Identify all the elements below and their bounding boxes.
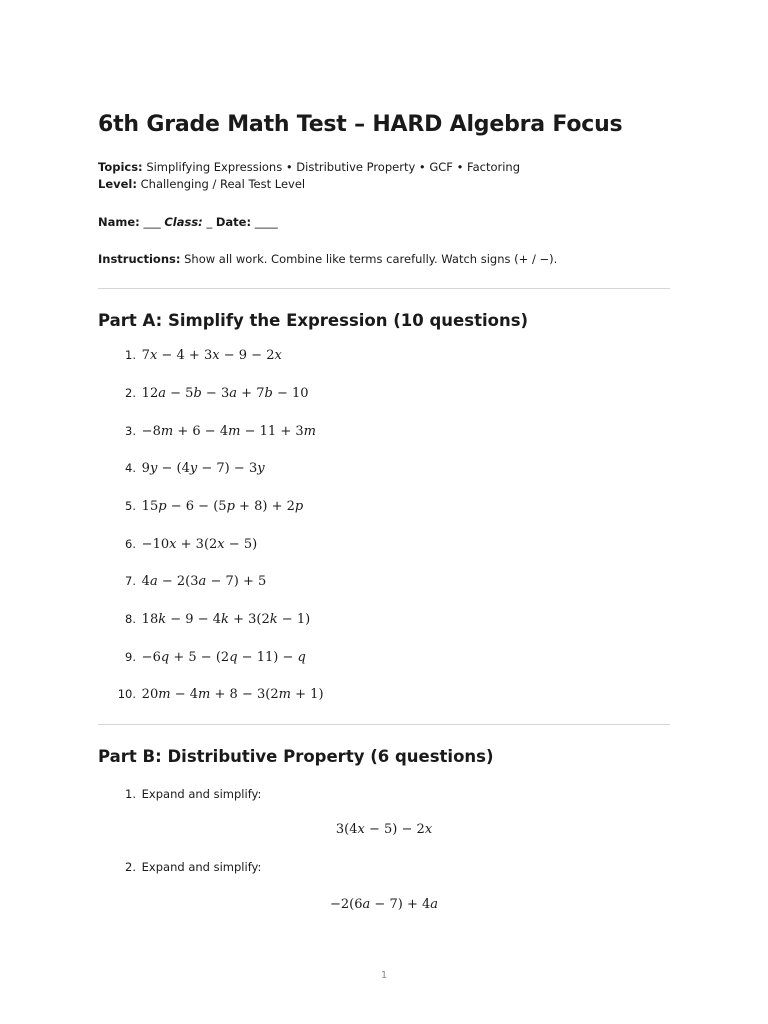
question-number: 5.	[125, 499, 136, 513]
question-number: 8.	[125, 612, 136, 626]
part-b-question-2-expression: −2(6a − 7) + 4a	[329, 897, 439, 912]
date-blank: ____	[254, 215, 278, 229]
part-a-question-6	[98, 537, 670, 552]
part-a-question-4	[98, 461, 670, 476]
question-expression: −8m + 6 − 4m − 11 + 3m	[141, 424, 316, 439]
question-expression: 18k − 9 − 4k + 3(2k − 1)	[141, 612, 311, 627]
question-expression: 9y − (4y − 7) − 3y	[141, 461, 265, 476]
class-label: Class:	[164, 215, 203, 229]
question-number: 3.	[125, 424, 136, 438]
question-prompt: Expand and simplify:	[141, 787, 262, 801]
part-b-question-1	[98, 787, 670, 801]
level-label: Level:	[98, 177, 137, 191]
question-expression: 15p − 6 − (5p + 8) + 2p	[141, 499, 304, 514]
question-number: 4.	[125, 461, 136, 475]
question-number: 2.	[125, 386, 136, 400]
name-label: Name:	[98, 215, 140, 229]
question-number: 2.	[125, 860, 136, 874]
question-prompt: Expand and simplify:	[141, 860, 262, 874]
question-expression: 4a − 2(3a − 7) + 5	[141, 574, 267, 589]
instructions-line	[98, 251, 557, 268]
class-blank: _	[206, 215, 213, 229]
part-b-heading: Part B: Distributive Property (6 questions)	[98, 747, 494, 766]
question-expression: −6q + 5 − (2q − 11) − q	[141, 650, 306, 665]
part-b-question-2	[98, 860, 670, 874]
section-divider	[98, 724, 670, 725]
topics-label: Topics:	[98, 160, 143, 174]
part-a-question-10	[98, 687, 670, 702]
instructions-label: Instructions:	[98, 252, 181, 266]
question-number: 1.	[125, 787, 136, 801]
question-number: 1.	[125, 348, 136, 362]
part-b-question-1-expression: 3(4x − 5) − 2x	[335, 822, 433, 837]
part-a-question-1	[98, 348, 670, 363]
question-number: 6.	[125, 537, 136, 551]
part-a-question-5	[98, 499, 670, 514]
page-number: 1	[380, 970, 388, 981]
part-a-question-8	[98, 612, 670, 627]
section-divider	[98, 288, 670, 289]
question-expression: 20m − 4m + 8 − 3(2m + 1)	[141, 687, 324, 702]
question-expression: −10x + 3(2x − 5)	[141, 537, 258, 552]
question-expression: 12a − 5b − 3a + 7b − 10	[141, 386, 309, 401]
level-value: Challenging / Real Test Level	[140, 177, 306, 191]
instructions-value: Show all work. Combine like terms carefully. Watch signs (+ / −).	[184, 252, 558, 266]
question-number: 9.	[125, 650, 136, 664]
part-a-question-3	[98, 424, 670, 439]
question-number: 7.	[125, 574, 136, 588]
topics-value: Simplifying Expressions • Distributive Property • GCF • Factoring	[146, 160, 520, 174]
part-a-question-2	[98, 386, 670, 401]
date-label: Date:	[215, 215, 252, 229]
level-line	[98, 176, 305, 193]
part-a-question-9	[98, 650, 670, 665]
topics-line	[98, 159, 520, 176]
page-title: 6th Grade Math Test – HARD Algebra Focus	[98, 112, 623, 137]
question-expression: 7x − 4 + 3x − 9 − 2x	[141, 348, 282, 363]
part-a-question-7	[98, 574, 670, 589]
name-blank: ___	[143, 215, 161, 229]
question-number: 10.	[117, 687, 136, 701]
part-a-heading: Part A: Simplify the Expression (10 questions)	[98, 311, 529, 330]
student-fields	[98, 214, 278, 231]
